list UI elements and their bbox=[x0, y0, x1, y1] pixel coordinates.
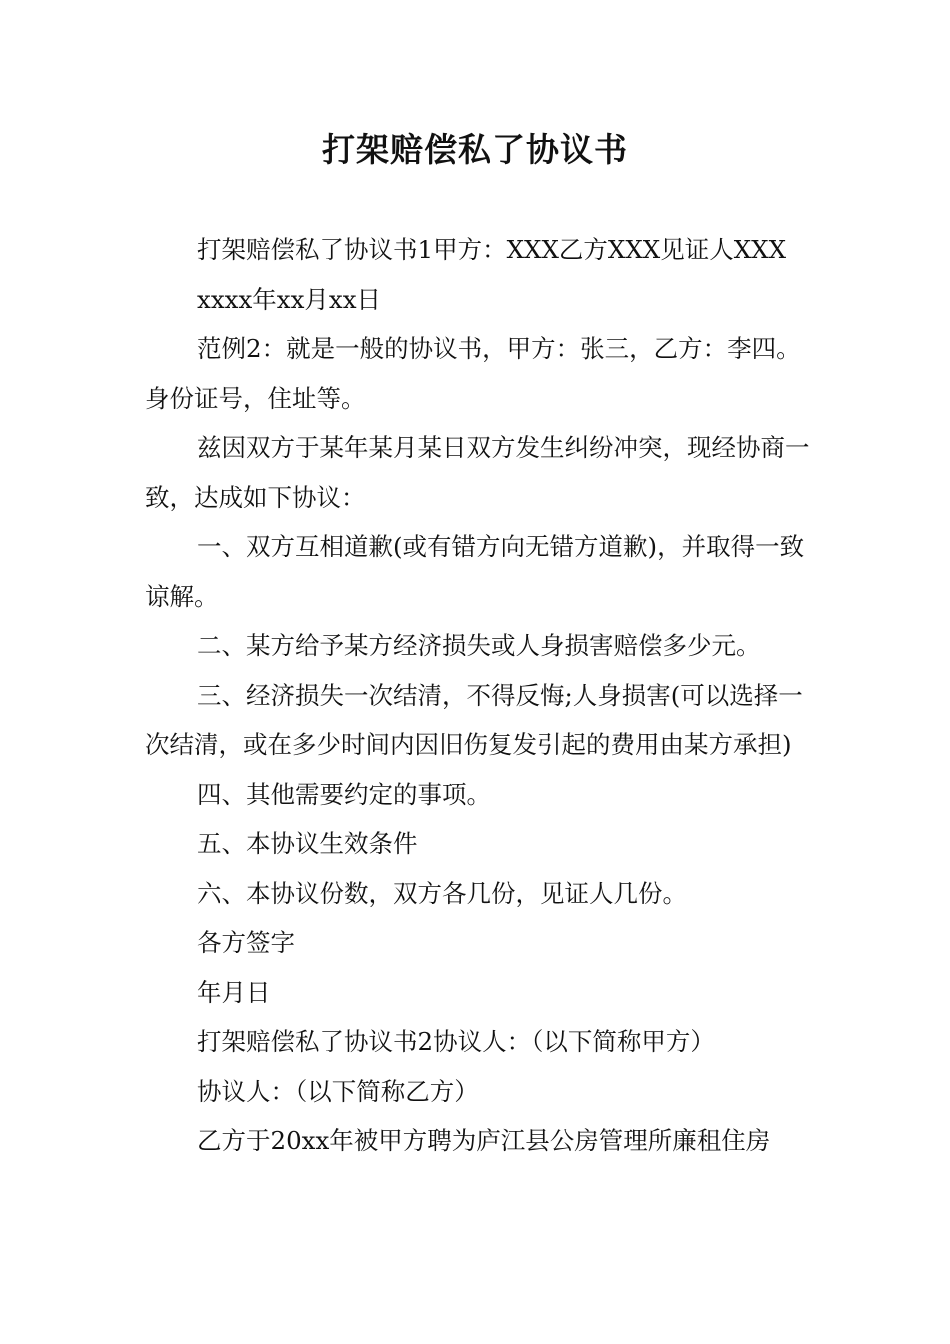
paragraph-agreement-2-party-a: 打架赔偿私了协议书2协议人：（以下简称甲方） bbox=[197, 1027, 715, 1056]
paragraph-agreement-2-party-b: 协议人：（以下简称乙方） bbox=[197, 1076, 479, 1106]
paragraph-preamble: 兹因双方于某年某月某日双方发生纠纷冲突，现经协商一致，达成如下协议： bbox=[145, 433, 810, 512]
paragraph-clause-1: 一、双方互相道歉(或有错方向无错方道歉)，并取得一致谅解。 bbox=[145, 532, 805, 611]
paragraph-signature-date: 年月日 bbox=[197, 977, 271, 1007]
paragraph-signatures: 各方签字 bbox=[197, 928, 295, 957]
paragraph-clause-5: 五、本协议生效条件 bbox=[197, 829, 418, 858]
paragraph-example-2: 范例2：就是一般的协议书，甲方：张三，乙方：李四。身份证号，住址等。 bbox=[145, 334, 801, 413]
paragraph-header-line: 打架赔偿私了协议书1甲方：XXX乙方XXX见证人XXX bbox=[197, 235, 787, 264]
paragraph-clause-3: 三、经济损失一次结清，不得反悔;人身损害(可以选择一次结清，或在多少时间内因旧伤复发引起的费用由某方承担) bbox=[145, 680, 803, 759]
document-title: 打架赔偿私了协议书 bbox=[322, 130, 628, 169]
paragraph-clause-2: 二、某方给予某方经济损失或人身损害赔偿多少元。 bbox=[197, 631, 761, 660]
document-body bbox=[145, 225, 811, 1166]
paragraph-clause-6: 六、本协议份数，双方各几份，见证人几份。 bbox=[197, 878, 687, 908]
paragraph-clause-4: 四、其他需要约定的事项。 bbox=[197, 779, 491, 809]
paragraph-agreement-2-body: 乙方于20xx年被甲方聘为庐江县公房管理所廉租住房 bbox=[197, 1126, 771, 1155]
paragraph-date: xxxx年xx月xx日 bbox=[197, 284, 382, 314]
